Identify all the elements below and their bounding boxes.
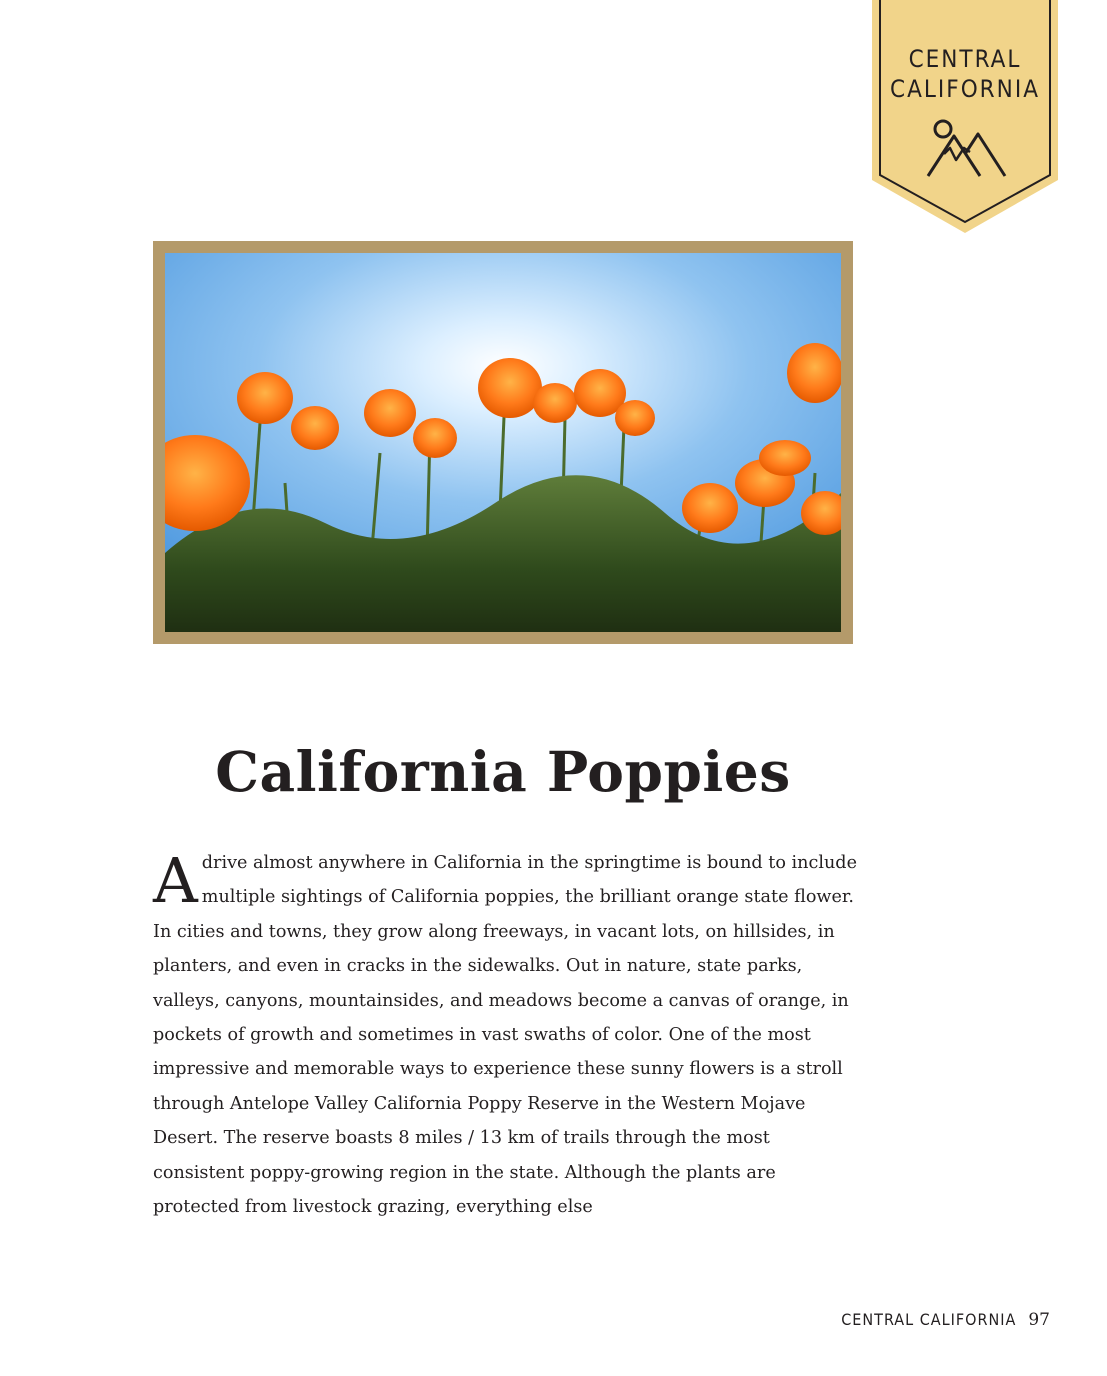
page-number: 97: [1028, 1310, 1050, 1330]
article-title: California Poppies: [215, 739, 791, 804]
section-banner: [872, 0, 1058, 235]
poppy-field-photo: [165, 253, 841, 632]
article-body: [153, 846, 858, 1224]
photo-frame: [153, 241, 853, 644]
banner-shape: [872, 0, 1058, 235]
page-footer: [841, 1310, 1050, 1330]
footer-section-label: CENTRAL CALIFORNIA: [841, 1310, 1017, 1329]
drop-cap: A: [153, 844, 198, 917]
banner-line-1: CENTRAL: [908, 45, 1022, 73]
banner-title: [872, 44, 1058, 104]
banner-line-2: CALIFORNIA: [890, 75, 1040, 103]
article-body-text: drive almost anywhere in California in the springtime is bound to include multiple sightings of California poppies, the brilliant orange state flower. In cities and towns, they grow along freeways, in vacant lots, on hillsides, in planters, and even in cracks in the sidewalks. Out in nature, state parks, valleys, canyons, mountainsides, and meadows become a canvas of orange, in pockets of growth and sometimes in vast swaths of color. One of the most impressive and memorable ways to experience these sunny flowers is a stroll through Antelope Valley California Poppy Reserve in the Western Mojave Desert. The reserve boasts 8 miles / 13 km of trails through the most consistent poppy-growing region in the state. Although the plants are protected from livestock grazing, everything else: [153, 853, 857, 1218]
